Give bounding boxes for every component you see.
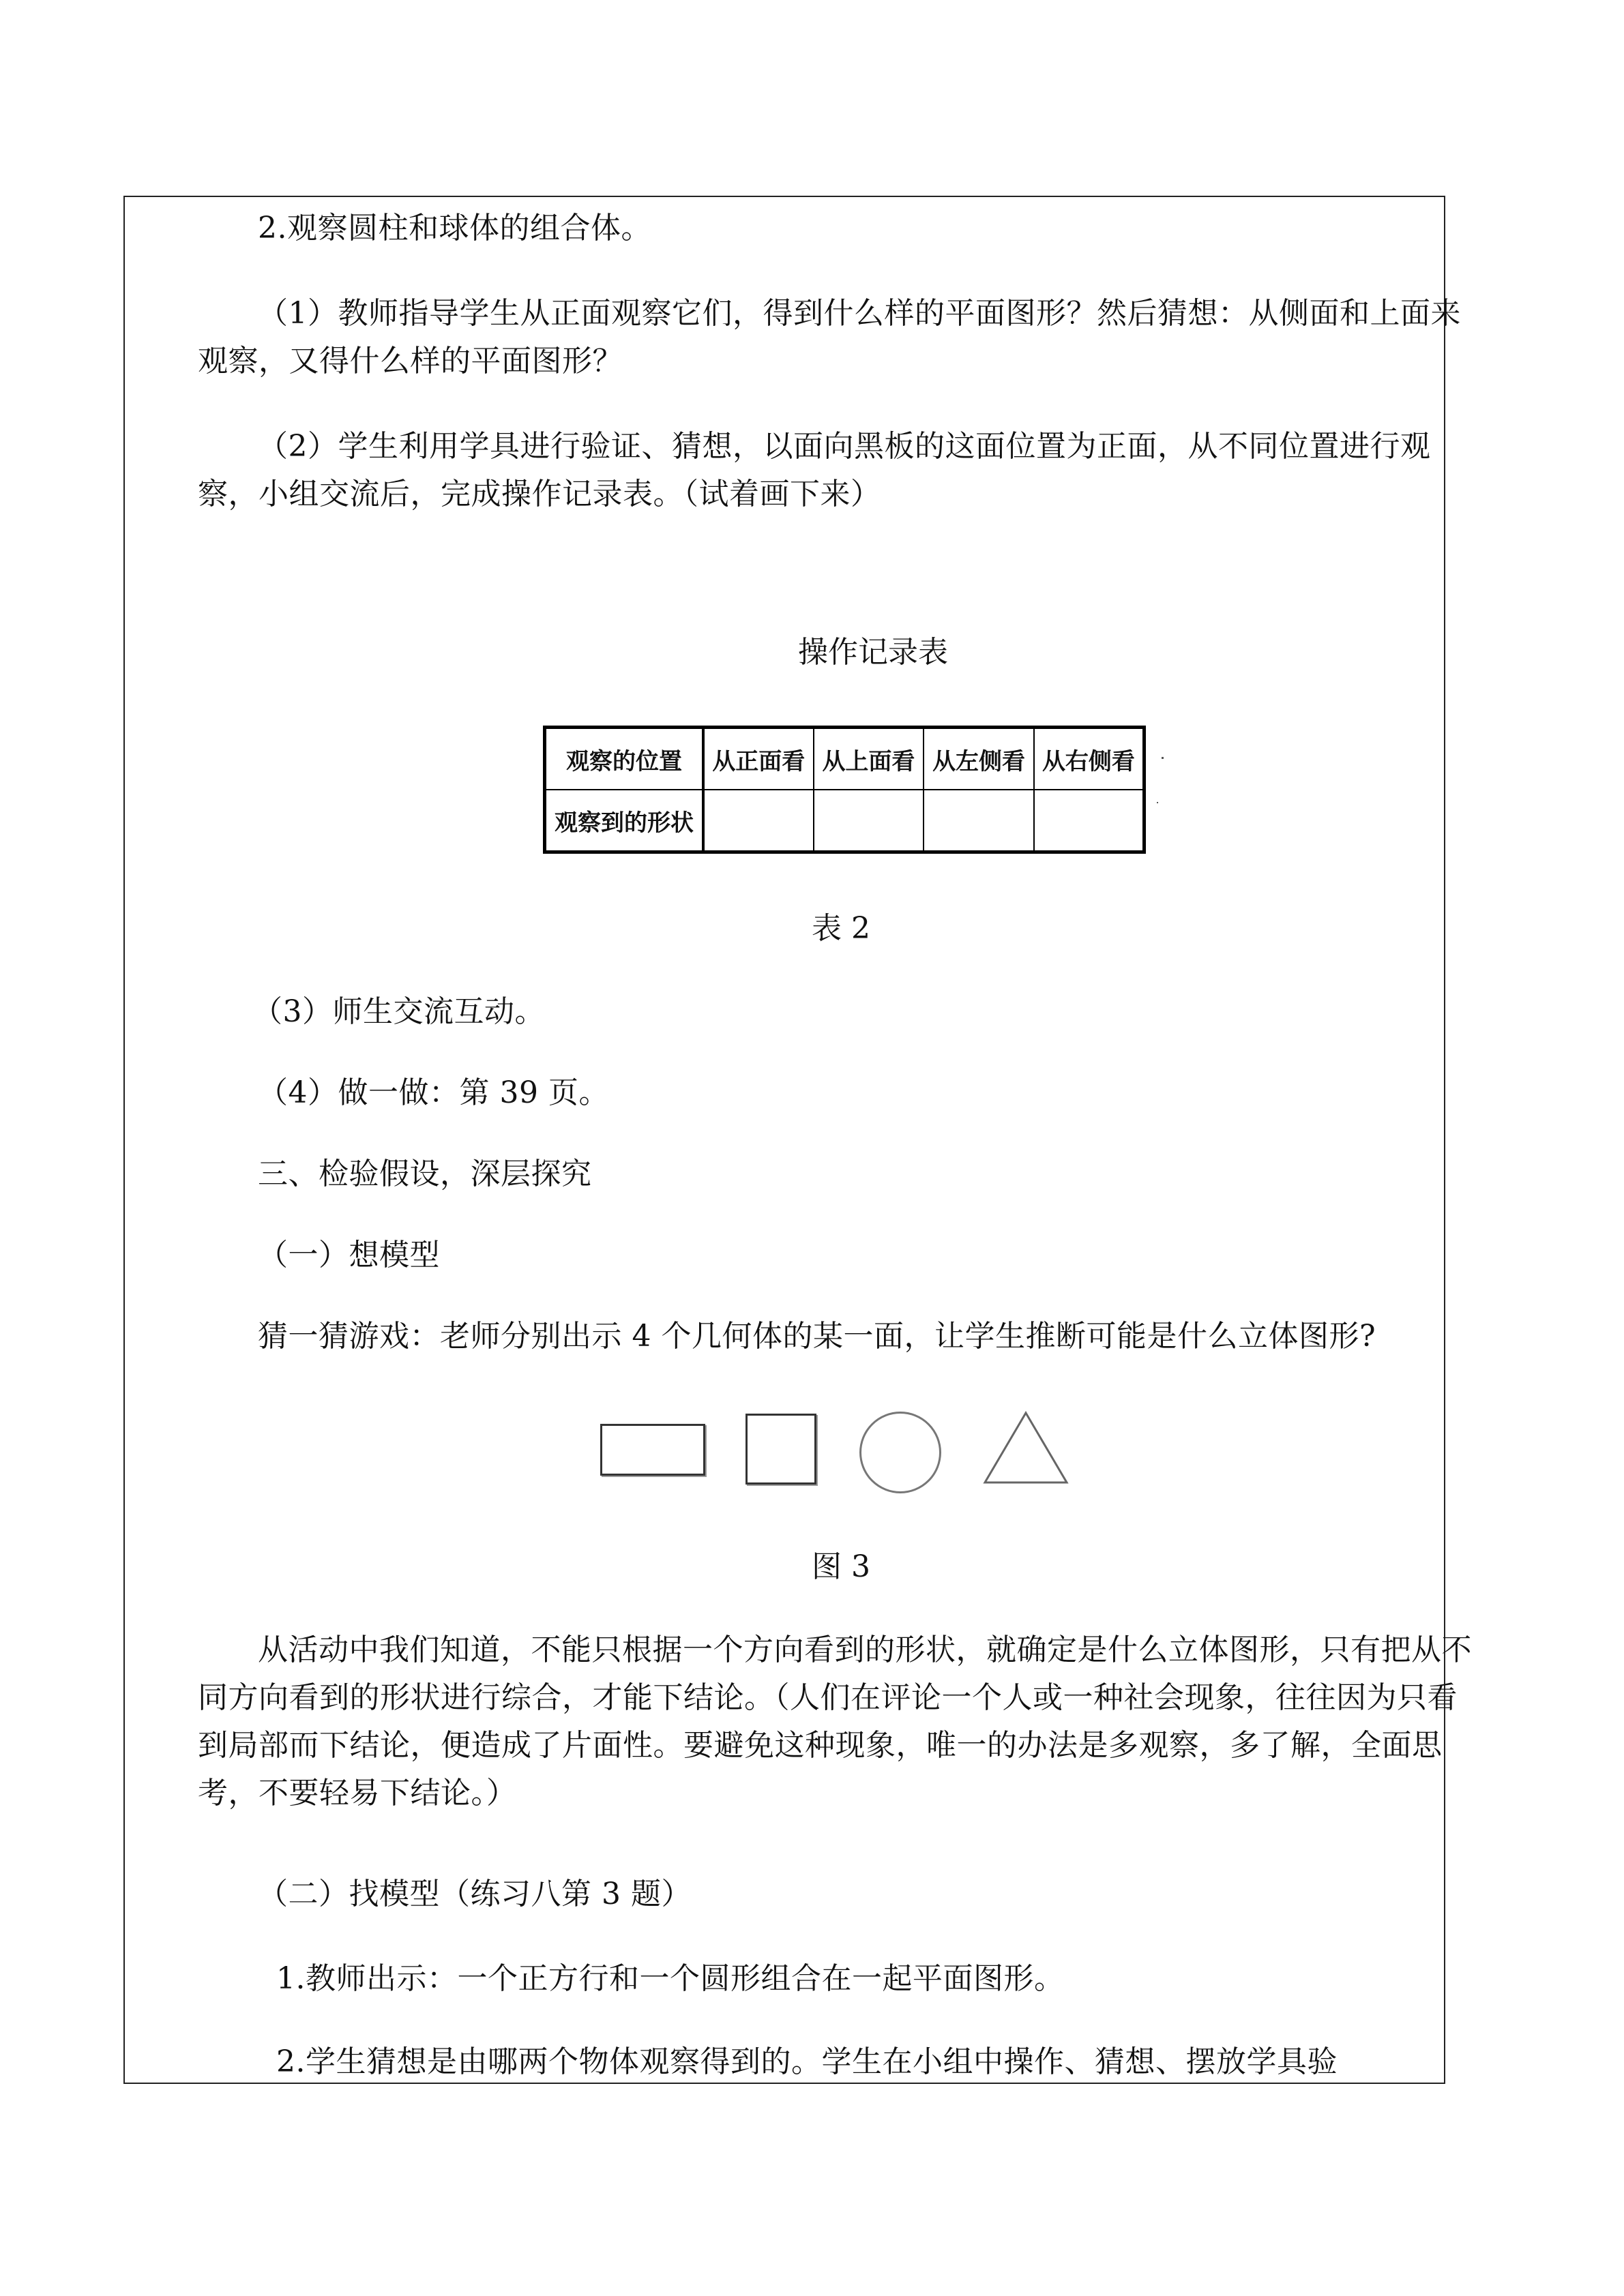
section-title: 2.观察圆柱和球体的组合体。 xyxy=(258,211,651,245)
record-table-header-row xyxy=(545,728,1145,790)
heading-three: 三、检验假设，深层探究 xyxy=(258,1157,592,1191)
scan-speck xyxy=(1162,757,1164,759)
record-table-empty-cell xyxy=(814,790,924,852)
circle-shape xyxy=(859,1412,941,1493)
subheading-two: （二）找模型（练习八第 3 题） xyxy=(258,1877,692,1911)
step-4-text: （4）做一做：第 39 页。 xyxy=(258,1075,609,1110)
record-table-empty-cell xyxy=(1034,790,1145,852)
record-table-cell: 从正面看 xyxy=(703,728,814,790)
guessing-game-text: 猜一猜游戏：老师分别出示 4 个几何体的某一面，让学生推断可能是什么立体图形? xyxy=(258,1319,1376,1354)
figure-caption: 图 3 xyxy=(812,1549,870,1584)
triangle-shape xyxy=(981,1410,1071,1487)
square-shape xyxy=(745,1414,816,1485)
item-2-text: 2.学生猜想是由哪两个物体观察得到的。学生在小组中操作、猜想、摆放学具验 xyxy=(276,2044,1338,2079)
record-table-cell: 从右侧看 xyxy=(1034,728,1145,790)
record-table-cell: 观察的位置 xyxy=(545,728,704,790)
record-table-empty-cell xyxy=(924,790,1034,852)
record-table-body-row xyxy=(545,790,1145,852)
record-table-cell: 从上面看 xyxy=(814,728,924,790)
subheading-one: （一）想模型 xyxy=(258,1238,440,1272)
record-table-cell: 观察到的形状 xyxy=(545,790,704,852)
record-table-empty-cell xyxy=(703,790,814,852)
rectangle-shape xyxy=(600,1424,705,1476)
record-table-cell: 从左侧看 xyxy=(924,728,1034,790)
record-table xyxy=(543,726,1146,854)
conclusion-paragraph: 从活动中我们知道，不能只根据一个方向看到的形状，就确定是什么立体图形，只有把从不同方向看到的形状进行综合，才能下结论。（人们在评论一个人或一种社会现象，往往因为只看到局部而下结论，便造成了片面性。要避免这种现象，唯一的办法是多观察，多了解，全面思考，不要轻易下结论。） xyxy=(198,1632,1472,1810)
step-1-paragraph: （1）教师指导学生从正面观察它们，得到什么样的平面图形？然后猜想：从侧面和上面来观察，又得什么样的平面图形？ xyxy=(198,296,1461,378)
record-table-title: 操作记录表 xyxy=(798,635,948,670)
table-caption: 表 2 xyxy=(812,911,870,946)
step-3-text: （3）师生交流互动。 xyxy=(252,994,545,1029)
step-2-paragraph: （2）学生利用学具进行验证、猜想，以面向黑板的这面位置为正面，从不同位置进行观察，小组交流后，完成操作记录表。（试着画下来） xyxy=(198,429,1431,511)
item-1-text: 1.教师出示：一个正方行和一个圆形组合在一起平面图形。 xyxy=(276,1961,1065,1996)
scan-speck xyxy=(1157,802,1158,803)
